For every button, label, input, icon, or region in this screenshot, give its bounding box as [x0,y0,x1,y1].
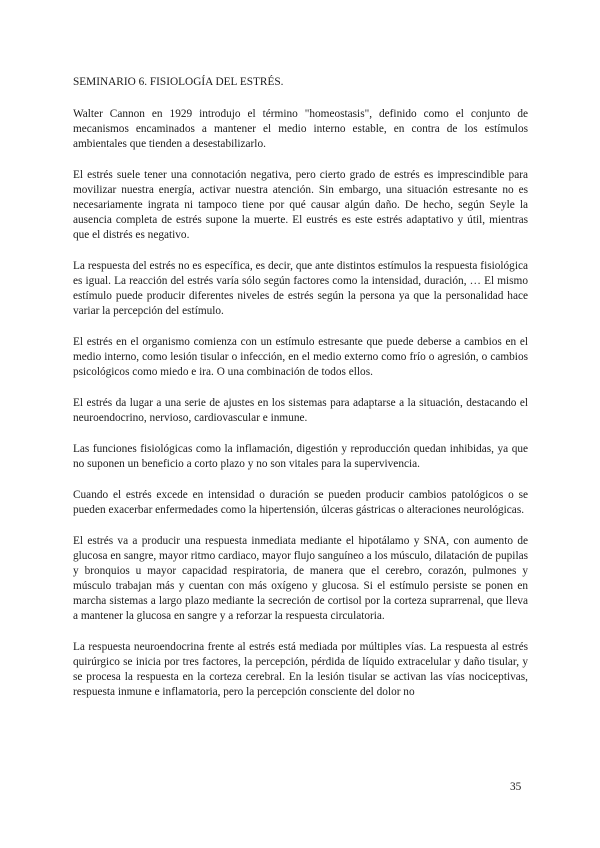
paragraph-respuesta-inmediata: El estrés va a producir una respuesta inmediata mediante el hipotálamo y SNA, con aumento de glucosa en sangre, mayor ritmo cardiaco, mayor flujo sanguíneo a los músculo, dilatación de pupilas y bronquios u mayor capacidad respiratoria, de manera que el cerebro, corazón, pulmones y músculo trabajan más y cuentan con más oxígeno y glucosa. Si el estímulo persiste se ponen en marcha sistemas a largo plazo mediante la secreción de cortisol por la corteza suprarrenal, que lleva a mantener la glucosa en sangre y a reforzar la respuesta circulatoria. [73,535,528,622]
document-page [73,75,528,716]
paragraph-ajustes-sistemas: El estrés da lugar a una serie de ajustes en los sistemas para adaptarse a la situación, destacando el neuroendocrino, nervioso, cardiovascular e inmune. [73,397,528,424]
paragraph-funciones-inhibidas: Las funciones fisiológicas como la inflamación, digestión y reproducción quedan inhibidas, ya que no suponen un beneficio a corto plazo y no son vitales para la supervivencia. [73,443,528,470]
paragraph-eustres-distres: El estrés suele tener una connotación negativa, pero cierto grado de estrés es imprescindible para movilizar nuestra energía, activar nuestra atención. Sin embargo, una situación estresante no es necesariamente ingrata ni tampoco tiene por qué causar algún daño. De hecho, según Seyle la ausencia completa de estrés supone la muerte. El eustrés es este estrés adaptativo y útil, mientras que el distrés es negativo. [73,169,528,241]
paragraph-respuesta-neuroendocrina: La respuesta neuroendocrina frente al estrés está mediada por múltiples vías. La respuesta al estrés quirúrgico se inicia por tres factores, la percepción, pérdida de líquido extracelular y daño tisular, y se procesa la respuesta en la corteza cerebral. En la lesión tisular se activan las vías nociceptivas, respuesta inmune e inflamatoria, pero la percepción consciente del dolor no [73,641,528,698]
page-title: SEMINARIO 6. FISIOLOGÍA DEL ESTRÉS. [73,76,284,88]
paragraph-respuesta-inespecifica: La respuesta del estrés no es específica, es decir, que ante distintos estímulos la respuesta fisiológica es igual. La reacción del estrés varía sólo según factores como la intensidad, duración, … El mismo estímulo puede producir diferentes niveles de estrés según la persona ya que la personalidad hace variar la percepción del estímulo. [73,260,528,317]
paragraph-estimulo-estresante: El estrés en el organismo comienza con un estímulo estresante que puede deberse a cambios en el medio interno, como lesión tisular o infección, en el medio externo como frío o agresión, o cambios psicológicos como miedo e ira. O una combinación de todos ellos. [73,336,528,378]
paragraph-cambios-patologicos: Cuando el estrés excede en intensidad o duración se pueden producir cambios patológicos o se pueden exacerbar enfermedades como la hipertensión, úlceras gástricas o alteraciones neurológicas. [73,489,528,516]
paragraph-cannon-homeostasis: Walter Cannon en 1929 introdujo el término "homeostasis", definido como el conjunto de mecanismos encaminados a mantener el medio interno estable, en contra de los estímulos ambientales que tienden a desestabilizarlo. [73,108,528,150]
page-number: 35 [510,781,522,793]
